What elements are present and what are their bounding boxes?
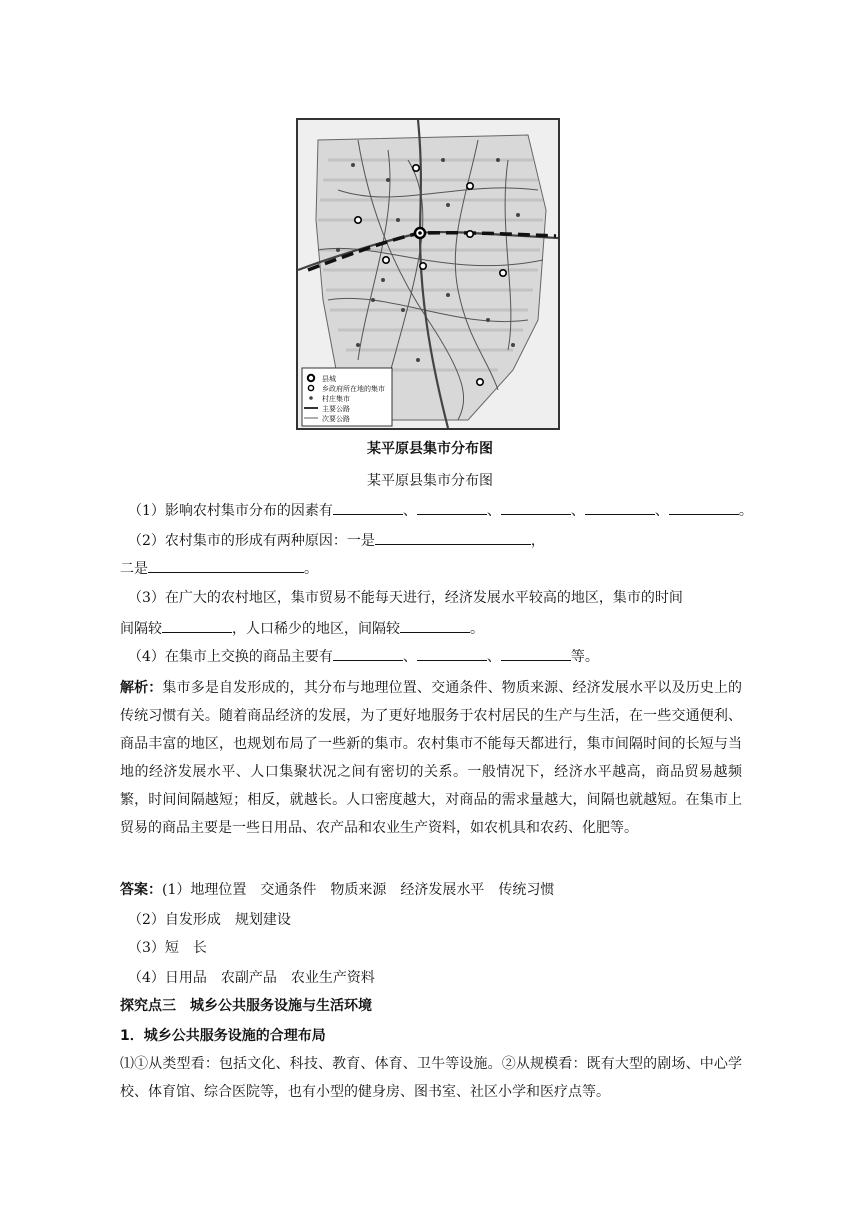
figure-caption: 某平原县集市分布图 — [367, 473, 493, 489]
question-2-end: 。 — [304, 561, 318, 577]
question-3-part1: 间隔较 — [120, 621, 162, 637]
question-2-second: 二是 — [120, 561, 148, 577]
question-1-end: 。 — [738, 503, 753, 519]
answer-blank[interactable] — [501, 646, 571, 661]
section-heading: 探究点三 城乡公共服务设施与生活环境 — [120, 998, 372, 1014]
answer-4: （4）日用品 农副产品 农业生产资料 — [128, 970, 375, 986]
legend-township-market: 乡政府所在地的集市 — [322, 385, 385, 393]
answer-line-4 — [128, 968, 768, 988]
analysis-label: 解析： — [120, 680, 163, 696]
answer-blank[interactable] — [333, 646, 403, 661]
answer-line-1 — [120, 880, 760, 900]
figure-image-title: 某平原县集市分布图 — [367, 441, 493, 457]
question-2-text: （2）农村集市的形成有两种原因：一是 — [128, 533, 375, 549]
answer-blank[interactable] — [162, 618, 232, 633]
answer-3: （3）短 长 — [128, 940, 207, 956]
question-4-text: （4）在集市上交换的商品主要有 — [128, 649, 333, 665]
question-3 — [128, 588, 768, 608]
answer-blank[interactable] — [400, 618, 470, 633]
map-drawing — [298, 120, 558, 428]
answer-line-3 — [128, 938, 768, 958]
question-2 — [128, 530, 768, 551]
analysis-paragraph — [120, 674, 742, 842]
legend-main-road: 主要公路 — [322, 405, 350, 413]
legend-village-market: 村庄集市 — [322, 395, 350, 403]
answer-blank[interactable] — [148, 558, 304, 573]
subsection-heading: 1．城乡公共服务设施的合理布局 — [120, 1028, 326, 1044]
answer-1: (1）地理位置 交通条件 物质来源 经济发展水平 传统习惯 — [162, 882, 555, 898]
question-2-comma: ， — [530, 533, 545, 549]
legend-secondary-road: 次要公路 — [322, 415, 350, 423]
answer-2: （2）自发形成 规划建设 — [128, 912, 291, 928]
question-3-part2: ，人口稀少的地区，间隔较 — [232, 621, 400, 637]
question-4 — [128, 646, 768, 667]
answer-blank[interactable] — [417, 646, 487, 661]
question-3-end: 。 — [470, 621, 484, 637]
market-distribution-map — [296, 118, 560, 430]
answer-blank[interactable] — [333, 500, 403, 515]
question-4-end: 等。 — [570, 649, 599, 665]
question-1-text: （1）影响农村集市分布的因素有 — [128, 503, 333, 519]
section-paragraph: ⑴①从类型看：包括文化、科技、教育、体育、卫牛等设施。②从规模看：既有大型的剧场、中心学校、体育馆、综合医院等，也有小型的健身房、图书室、社区小学和医疗点等。 — [120, 1056, 742, 1100]
question-2-second-line — [120, 558, 760, 579]
answer-blank[interactable] — [417, 500, 487, 515]
answer-label: 答案： — [120, 882, 162, 898]
answer-blank[interactable] — [585, 500, 655, 515]
answer-blank[interactable] — [375, 530, 531, 545]
answer-blank[interactable] — [501, 500, 571, 515]
question-3-second-line — [120, 618, 760, 639]
question-4-sep: 、 — [402, 649, 417, 665]
analysis-text: 集市多是自发形成的，其分布与地理位置、交通条件、物质来源、经济发展水平以及历史上的传统习惯有关。随着商品经济的发展，为了更好地服务于农村居民的生产与生活，在一些交通便利、商品丰富的地区，也规划布局了一些新的集市。农村集市不能每天都进行，集市间隔时间的长短与当地的经济发展水平、人口集聚状况之间有密切的关系。一般情况下，经济水平越高，商品贸易越频繁，时间间隔越短；相反，就越长。人口密度越大，对商品的需求量越大，间隔也就越短。在集市上贸易的商品主要是一些日用品、农产品和农业生产资料，如农机具和农药、化肥等。 — [120, 680, 743, 836]
question-3-text: （3）在广大的农村地区，集市贸易不能每天进行，经济发展水平较高的地区，集市的时间 — [128, 590, 683, 606]
question-4-sep: 、 — [486, 649, 501, 665]
question-1: （1）影响农村集市分布的因素有 、 、 、 、 。 — [128, 500, 768, 521]
legend-county-seat: 县城 — [322, 375, 336, 383]
answer-line-2 — [128, 910, 768, 930]
answer-blank[interactable] — [669, 500, 739, 515]
